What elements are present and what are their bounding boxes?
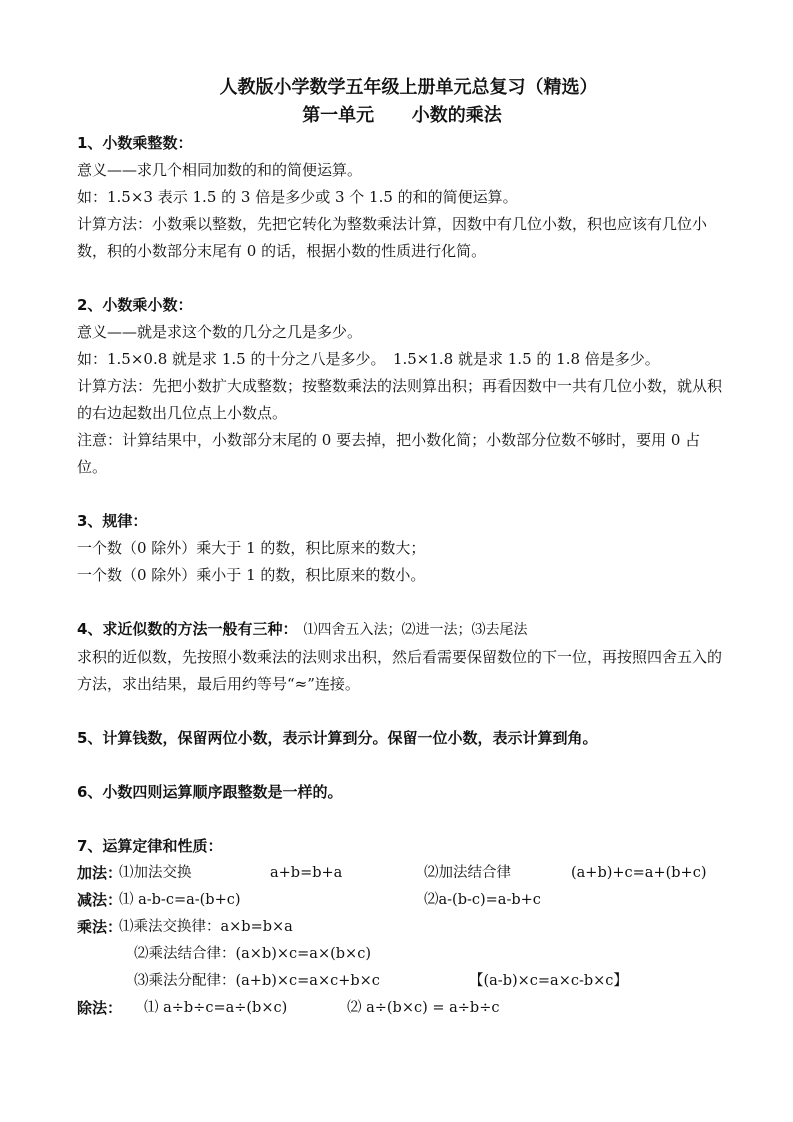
spacer — [77, 806, 727, 833]
multiplication-law-1: ⑴乘法交换律：a×b=b×a — [119, 919, 293, 935]
section-4-text: 求积的近似数，先按照小数乘法的法则求出积，然后看需要保留数位的下一位，再按照四舍五入的方法，求出结果，最后用约等号“≈”连接。 — [77, 648, 723, 693]
multiplication-law-3: ⑶乘法分配律：(a+b)×c=a×c+b×c — [134, 973, 380, 989]
division-laws-row — [77, 995, 727, 1022]
unit-title: 第一单元 小数的乘法 — [302, 105, 502, 126]
section-2-meaning: 意义——就是求这个数的几分之几是多少。 — [77, 323, 363, 341]
subtraction-law-1: ⑴ a-b-c=a-(b+c) — [119, 892, 241, 908]
document-title: 人教版小学数学五年级上册单元总复习（精选） — [219, 77, 598, 98]
section-3-rule-1: 一个数（0 除外）乘大于 1 的数，积比原来的数大； — [77, 539, 426, 557]
spacer — [77, 752, 727, 779]
subtraction-law-2: ⑵a-(b-c)=a-b+c — [424, 892, 541, 908]
section-1-heading: 1、小数乘整数： — [77, 134, 193, 152]
section-3-rule-2: 一个数（0 除外）乘小于 1 的数，积比原来的数小。 — [77, 566, 426, 584]
multiplication-law-3-extra: 【(a-b)×c=a×c-b×c】 — [469, 973, 628, 989]
section-4-heading-row — [77, 616, 727, 644]
section-1-example: 如：1.5×3 表示 1.5 的 3 倍是多少或 3 个 1.5 的和的简便运算。 — [77, 188, 518, 206]
multiplication-law-3-row — [77, 968, 727, 995]
addition-label: 加法： — [77, 864, 123, 882]
spacer — [77, 698, 727, 725]
subtraction-laws-row — [77, 887, 727, 914]
spacer — [77, 589, 727, 616]
addition-laws-row — [77, 860, 727, 887]
addition-law-2-formula: (a+b)+c=a+(b+c) — [571, 865, 707, 881]
section-1-meaning: 意义——求几个相同加数的和的简便运算。 — [77, 161, 363, 179]
section-2-method: 计算方法：先把小数扩大成整数；按整数乘法的法则算出积；再看因数中一共有几位小数，就从积的右边起数出几位点上小数点。 — [77, 377, 723, 422]
addition-law-1-name: ⑴加法交换 — [119, 865, 192, 881]
division-law-1: ⑴ a÷b÷c=a÷(b×c) — [144, 1000, 288, 1016]
section-6-heading: 6、小数四则运算顺序跟整数是一样的。 — [77, 783, 343, 801]
section-3-heading: 3、规律： — [77, 512, 148, 530]
division-law-2: ⑵ a÷(b×c) = a÷b÷c — [347, 1000, 500, 1016]
division-label: 除法： — [77, 999, 123, 1017]
spacer — [77, 265, 727, 292]
section-2-note: 注意：计算结果中，小数部分末尾的 0 要去掉，把小数化简；小数部分位数不够时，要用 0 占位。 — [77, 431, 701, 476]
section-2-example: 如：1.5×0.8 就是求 1.5 的十分之八是多少。 1.5×1.8 就是求 1.5 的 1.8 倍是多少。 — [77, 350, 660, 368]
addition-law-1-formula: a+b=b+a — [270, 865, 343, 881]
section-4-methods: ⑴四舍五入法；⑵进一法；⑶去尾法 — [303, 622, 528, 638]
addition-law-2-name: ⑵加法结合律 — [424, 865, 511, 881]
multiplication-law-2-row — [77, 941, 727, 968]
document-page — [77, 74, 727, 1022]
section-1-method: 计算方法：小数乘以整数，先把它转化为整数乘法计算，因数中有几位小数，积也应该有几位小数，积的小数部分末尾有 0 的话，根据小数的性质进行化简。 — [77, 215, 708, 260]
section-2-heading: 2、小数乘小数： — [77, 296, 193, 314]
section-7-heading: 7、运算定律和性质： — [77, 837, 223, 855]
subtraction-label: 减法： — [77, 891, 123, 909]
section-5-heading: 5、计算钱数，保留两位小数，表示计算到分。保留一位小数，表示计算到角。 — [77, 729, 598, 747]
multiplication-law-1-row — [77, 914, 727, 941]
spacer — [77, 481, 727, 508]
multiplication-law-2: ⑵乘法结合律：(a×b)×c=a×(b×c) — [134, 946, 371, 962]
section-4-heading: 4、求近似数的方法一般有三种： — [77, 620, 298, 638]
multiplication-label: 乘法： — [77, 918, 123, 936]
